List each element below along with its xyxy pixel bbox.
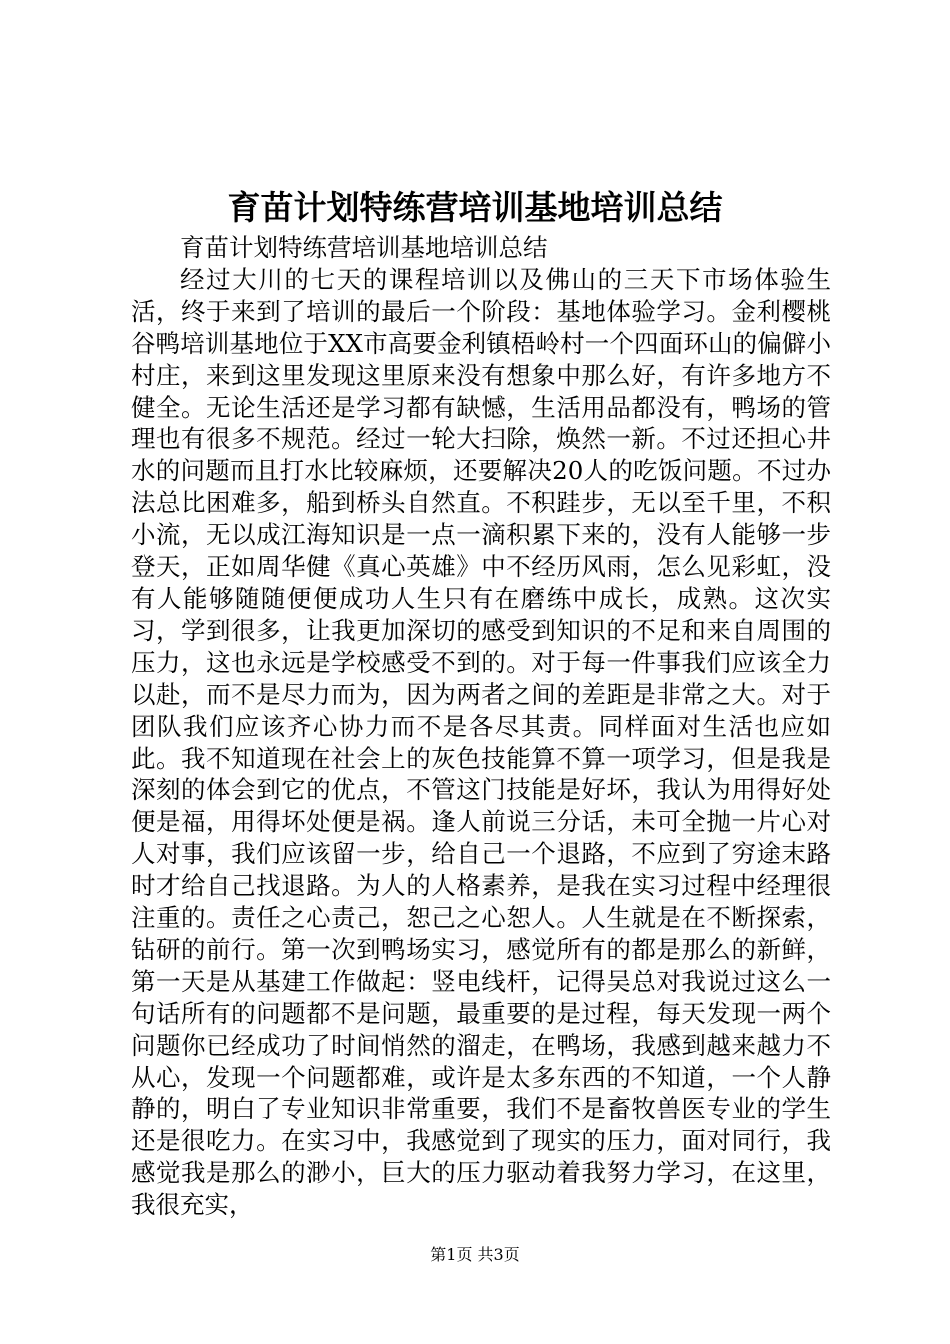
- document-title: 育苗计划特练营培训基地培训总结: [227, 188, 723, 227]
- document-body: [131, 232, 831, 1221]
- subtitle-paragraph: 育苗计划特练营培训基地培训总结: [180, 233, 548, 262]
- body-paragraph: 经过大川的七天的课程培训以及佛山的三天下市场体验生活，终于来到了培训的最后一个阶段：基地体验学习。金利樱桃谷鸭培训基地位于XX市高要金利镇梧岭村一个四面环山的偏僻小村庄，来到这里发现这里原来没有想象中那么好，有许多地方不健全。无论生活还是学习都有缺憾，生活用品都没有，鸭场的管理也有很多不规范。经过一轮大扫除，焕然一新。不过还担心井水的问题而且打水比较麻烦，还要解决20人的吃饭问题。不过办法总比困难多，船到桥头自然直。不积跬步，无以至千里，不积小流，无以成江海知识是一点一滴积累下来的，没有人能够一步登天，正如周华健《真心英雄》中不经历风雨，怎么见彩虹，没有人能够随随便便成功人生只有在磨练中成长，成熟。这次实习，学到很多，让我更加深切的感受到知识的不足和来自周围的压力，这也永远是学校感受不到的。对于每一件事我们应该全力以赴，而不是尽力而为，因为两者之间的差距是非常之大。对于团队我们应该齐心协力而不是各尽其责。同样面对生活也应如此。我不知道现在社会上的灰色技能算不算一项学习，但是我是深刻的体会到它的优点，不管这门技能是好坏，我认为用得好处便是福，用得坏处便是祸。逢人前说三分话，未可全抛一片心对人对事，我们应该留一步，给自己一个退路，不应到了穷途末路时才给自己找退路。为人的人格素养，是我在实习过程中经理很注重的。责任之心责己，恕己之心恕人。人生就是在不断探索，钻研的前行。第一次到鸭场实习，感觉所有的都是那么的新鲜，第一天是从基建工作做起：竖电线杆，记得吴总对我说过这么一句话所有的问题都不是问题，最重要的是过程，每天发现一两个问题你已经成功了时间悄然的溜走，在鸭场，我感到越来越力不从心，发现一个问题都难，或许是太多东西的不知道，一个人静静的，明白了专业知识非常重要，我们不是畜牧兽医专业的学生还是很吃力。在实习中，我感觉到了现实的压力，面对同行，我感觉我是那么的渺小，巨大的压力驱动着我努力学习，在这里，我很充实，: [131, 264, 831, 1220]
- page-footer: 第1页 共3页: [430, 1245, 520, 1264]
